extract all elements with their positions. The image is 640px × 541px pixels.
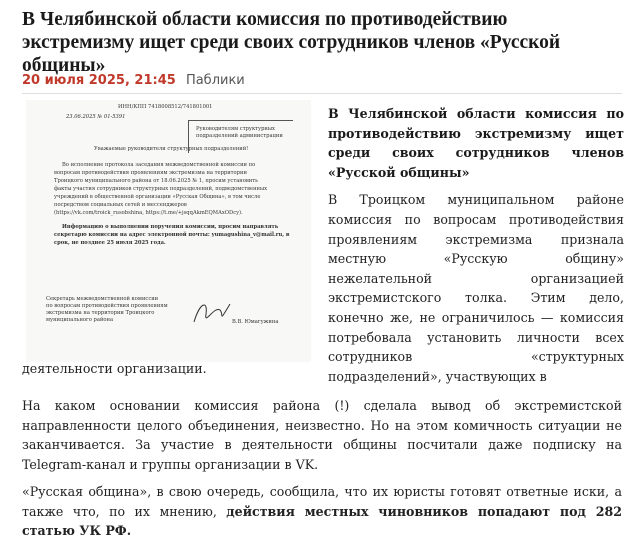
article-title: В Челябинской области комиссия по противодействию экстремизму ищет среди своих сотрудников членов «Русской общины» bbox=[22, 9, 561, 76]
doc-body-9: секретарю комиссии на адрес электронной почты: yumagushina_v@mail.ru, в bbox=[54, 232, 290, 238]
doc-body-6: посредством социальных сетей и мессенджеров bbox=[54, 202, 187, 208]
body-paragraph-3-bold: действия местных чиновников попадают под 282 статью УК РФ. bbox=[22, 503, 623, 539]
scanned-document-image bbox=[26, 100, 311, 362]
body-paragraph-2: На каком основании комиссия района (!) сделала вывод об экстремистской направленности целого объединения, неизвестно. Но на этом комичность ситуации не заканчивается. За участие в деятельности общины посчитали даже подписку на Telegram-канал и группы организации в VK. bbox=[22, 398, 622, 472]
doc-addressee-2: подразделений администрации bbox=[196, 133, 283, 139]
doc-inn: ИНН/КПП 7418008512/741801001 bbox=[118, 104, 213, 110]
doc-body-1: Во исполнение протокола заседания межведомственной комиссии по bbox=[62, 162, 256, 168]
doc-body-7: (https://vk.com/troick_rusobshina, https://t.me/+jsqqAkmEQMAxODcy). bbox=[54, 210, 243, 216]
body-paragraph-3 bbox=[22, 482, 622, 541]
doc-greeting: Уважаемые руководители структурных подразделений! bbox=[94, 146, 249, 152]
doc-sign-4: муниципального района bbox=[46, 317, 114, 323]
doc-body-4: факты участия сотрудников структурных подразделений, подведомственных bbox=[54, 186, 268, 192]
doc-signer: В.В. Юмагужина bbox=[232, 319, 279, 325]
doc-sign-2: по вопросам противодействия проявлениям bbox=[46, 303, 168, 309]
meta-divider bbox=[22, 93, 622, 94]
doc-sign-3: экстремизма на территории Троицкого bbox=[46, 310, 155, 316]
side-paragraph-tail: деятельности организации. bbox=[22, 361, 207, 376]
doc-body-2: вопросам противодействия проявлениям экстремизма на территории bbox=[54, 170, 247, 176]
side-paragraph: В Троицком муниципальном районе комиссия по вопросам противодействия проявлениям экстремизма признала местную «Русскую общину» нежелательной организацией экстремистского толка. Этим дело, конечно же, не ограничилось — комиссия потребовала установить личности всех сотрудников «структурных подразделений», участвующих в bbox=[328, 192, 624, 384]
doc-body-8: Информацию о выполнении поручения комиссии, просим направлять bbox=[62, 224, 279, 230]
doc-body-3: Троицкого муниципального района от 18.06.2025 № 1, просим установить bbox=[54, 178, 258, 184]
doc-body-5: учреждений в общественной организации «Русская Община», в том числе bbox=[54, 194, 261, 200]
side-heading: В Челябинской области комиссия по противодействию экстремизму ищет среди своих сотрудников членов «Русской общины» bbox=[328, 106, 624, 180]
doc-addressee-1: Руководителям структурных bbox=[196, 126, 275, 132]
body-paragraph-3-text: «Русская община», в свою очередь, сообщила, что их юристы готовят ответные иски, а также что, по их мнению, bbox=[22, 484, 622, 519]
side-column bbox=[328, 104, 624, 386]
signature-icon bbox=[190, 296, 234, 330]
doc-sign-1: Секретарь межведомственной комиссии bbox=[46, 296, 159, 302]
doc-body-10: срок, не позднее 25 июля 2025 года. bbox=[54, 240, 166, 246]
article-meta bbox=[22, 73, 245, 88]
doc-number: 23.06.2025 № 01-5391 bbox=[66, 114, 126, 120]
article-category-link[interactable]: Паблики bbox=[185, 73, 245, 88]
article-date: 20 июля 2025, 21:45 bbox=[22, 73, 176, 88]
